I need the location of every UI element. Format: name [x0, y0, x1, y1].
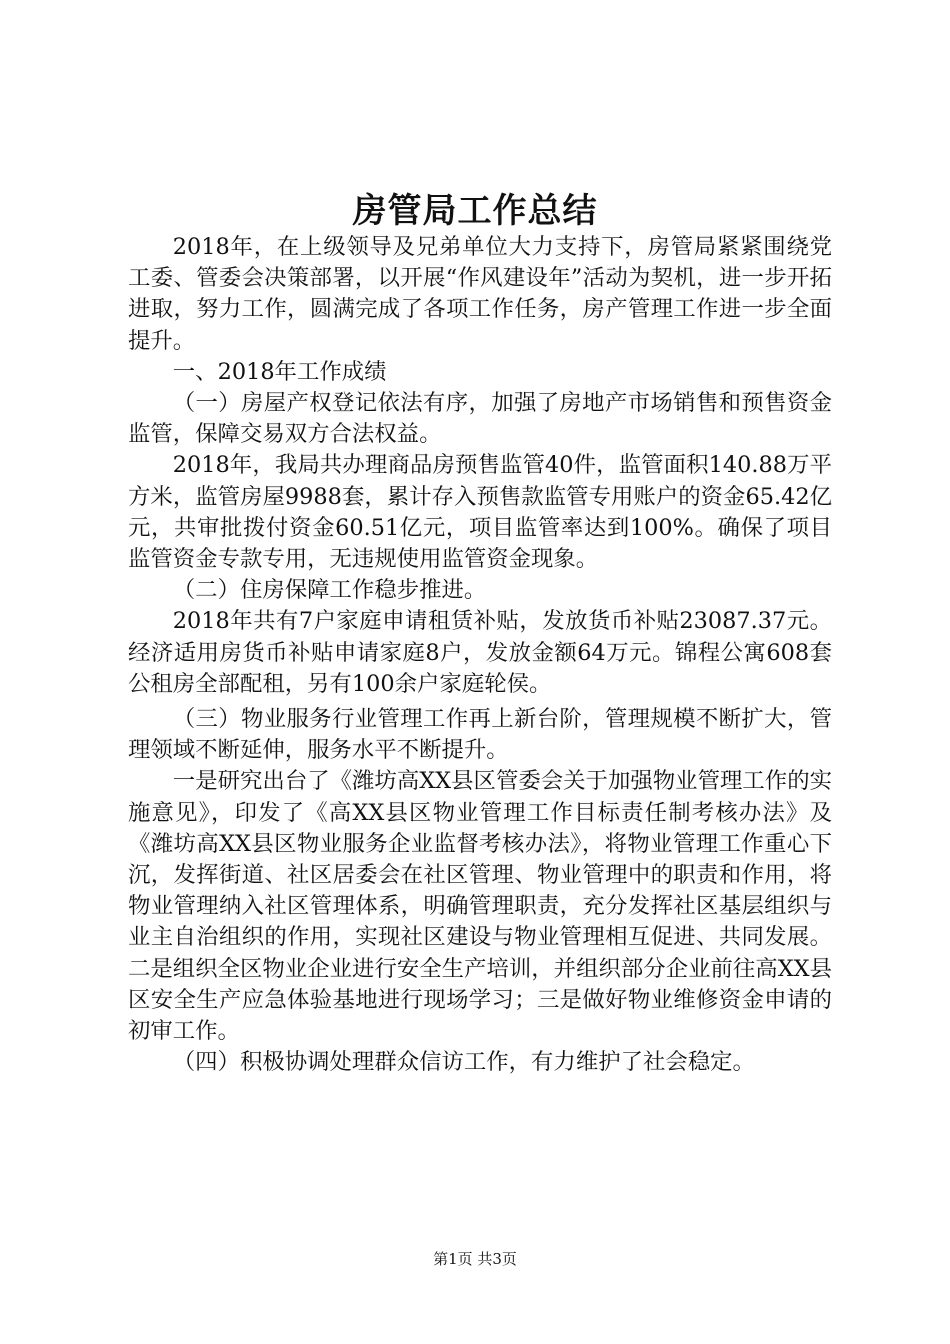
document-title: 房管局工作总结	[352, 191, 598, 231]
page-number-footer: 第1页 共3页	[433, 1250, 517, 1268]
subsection-heading-petitions: （四）积极协调处理群众信访工作，有力维护了社会稳定。	[172, 1049, 755, 1076]
paragraph-property-management: 一是研究出台了《潍坊高XX县区管委会关于加强物业管理工作的实施意见》，印发了《高XX县区物业管理工作目标责任制考核办法》及《潍坊高XX县区物业服务企业监督考核办法》，将物业管理工作重心下沉，发挥街道、社区居委会在社区管理、物业管理中的职责和作用，将物业管理纳入社区管理体系，明确管理职责，充分发挥社区基层组织与业主自治组织的作用，实现社区建设与物业管理相互促进、共同发展。二是组织全区物业企业进行安全生产培训，并组织部分企业前往高XX县区安全生产应急体验基地进行现场学习；三是做好物业维修资金申请的初审工作。	[128, 768, 832, 1045]
paragraph-rental-subsidy: 2018年共有7户家庭申请租赁补贴，发放货币补贴23087.37元。经济适用房货币补贴申请家庭8户，发放金额64万元。锦程公寓608套公租房全部配租，另有100余户家庭轮侯。	[128, 608, 832, 697]
subsection-heading-property-registration: （一）房屋产权登记依法有序，加强了房地产市场销售和预售资金监管，保障交易双方合法权益。	[128, 390, 832, 448]
section-heading-achievements: 一、2018年工作成绩	[172, 358, 387, 385]
document-body	[128, 232, 832, 1078]
subsection-heading-housing-security: （二）住房保障工作稳步推进。	[172, 577, 487, 604]
paragraph-presale-supervision: 2018年，我局共办理商品房预售监管40件，监管面积140.88万平方米，监管房屋9988套，累计存入预售款监管专用账户的资金65.42亿元，共审批拨付资金60.51亿元，项目监管率达到100%。确保了项目监管资金专款专用，无违规使用监管资金现象。	[128, 452, 832, 573]
intro-paragraph: 2018年，在上级领导及兄弟单位大力支持下，房管局紧紧围绕党工委、管委会决策部署，以开展“作风建设年”活动为契机，进一步开拓进取，努力工作，圆满完成了各项工作任务，房产管理工作进一步全面提升。	[128, 234, 832, 354]
subsection-heading-property-services: （三）物业服务行业管理工作再上新台阶，管理规模不断扩大，管理领域不断延伸，服务水平不断提升。	[128, 706, 832, 764]
